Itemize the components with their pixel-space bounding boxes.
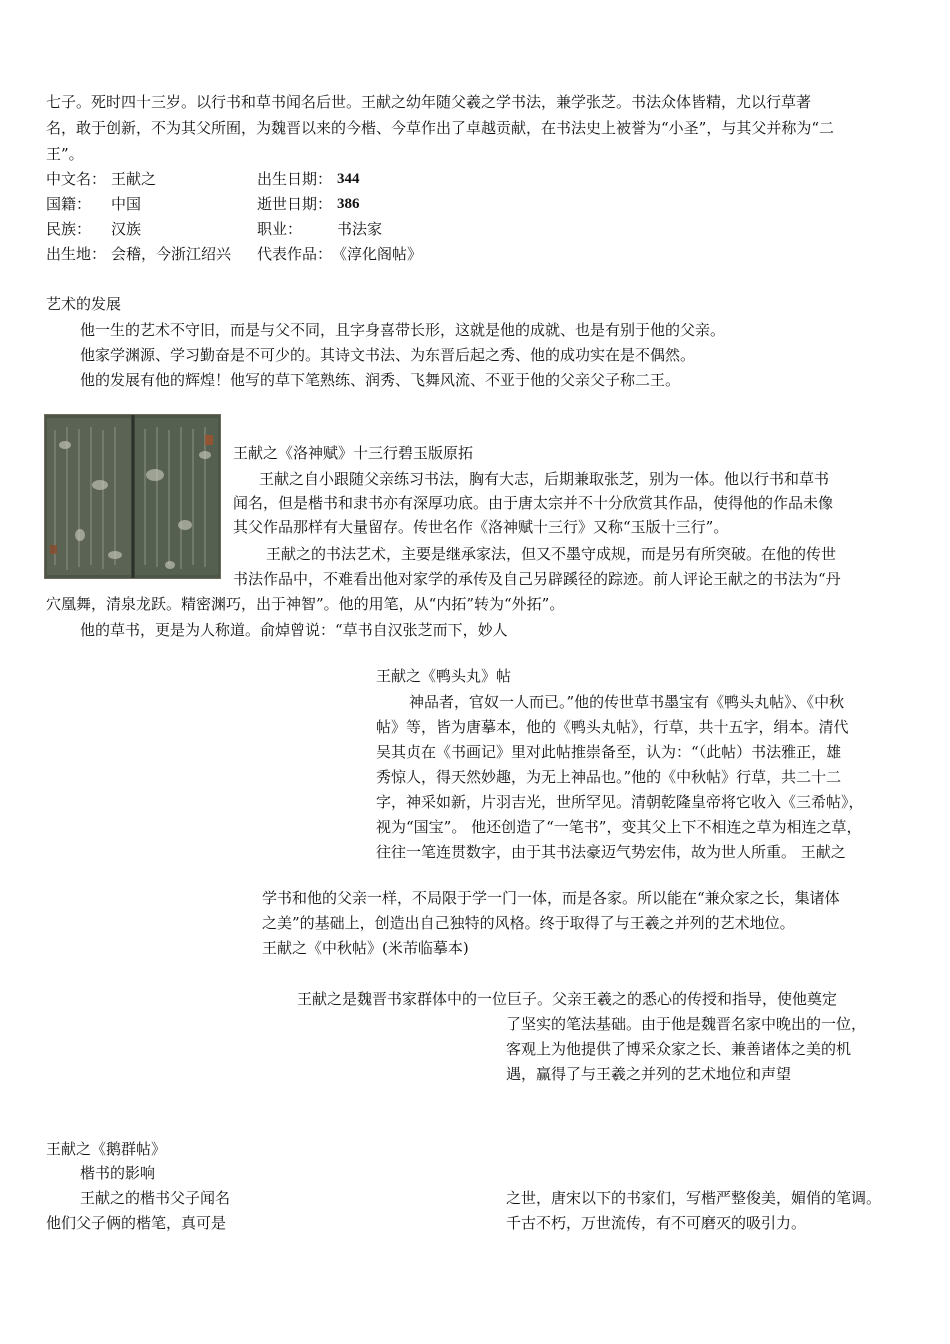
yatou-line: 往往一笔连贯数字，由于其书法豪迈气势宏伟，故为世人所重。 王献之 [376,843,846,861]
birthplace-value: 会稽，今浙江绍兴 [111,245,232,263]
kai-right-line: 之世，唐宋以下的书家们，写楷严整俊美，媚俏的笔调。 [506,1189,882,1207]
section-heading: 艺术的发展 [46,295,122,313]
kai-left-line: 王献之的楷书父子闻名 [80,1189,231,1207]
nationality-value: 中国 [111,195,142,213]
paragraph: 他一生的艺术不守旧，而是与父不同，且字身喜带长形，这就是他的成就、也是有别于他的父亲。 [80,321,726,339]
birth-label: 出生日期： [257,170,333,188]
luoshen-line: 书法作品中，不难看出他对家学的承传及自己另辟蹊径的踪迹。前人评论王献之的书法为“丹 [233,570,841,588]
death-label: 逝世日期： [257,195,333,213]
paragraph: 他家学渊源、学习勤奋是不可少的。其诗文书法、为东晋后起之秀、他的成功实在是不偶然。 [80,346,696,364]
yatou-caption: 王献之《鸭头丸》帖 [376,667,512,685]
paragraph: 他的发展有他的辉煌！他写的草下笔熟练、润秀、飞舞风流、不亚于他的父亲父子称二王。 [80,371,681,389]
luoshen-line: 其父作品那样有大量留存。传世名作《洛神赋十三行》又称“玉版十三行”。 [233,518,729,536]
giant-line: 了坚实的笔法基础。由于他是魏晋名家中晚出的一位， [506,1015,867,1033]
yatou-line: 秀惊人，得天然妙趣，为无上神品也。”他的《中秋帖》行草，共二十二 [376,768,842,786]
luoshen-line: 王献之的书法艺术，主要是继承家法，但又不墨守成规，而是另有所突破。在他的传世 [266,545,837,563]
kai-right-line: 千古不朽，万世流传，有不可磨灭的吸引力。 [506,1214,807,1232]
zhongqiu-line: 之美”的基础上，创造出自己独特的风格。终于取得了与王羲之并列的艺术地位。 [262,914,795,932]
ethnicity-value: 汉族 [111,220,142,238]
giant-line: 遇，赢得了与王羲之并列的艺术地位和声望 [506,1065,792,1083]
birth-value: 344 [337,171,360,187]
birthplace-label: 出生地： [46,245,107,263]
luoshen-line: 穴凰舞，清泉龙跃。精密渊巧，出于神智”。他的用笔，从“内拓”转为“外拓”。 [46,595,565,613]
nationality-label: 国籍： [46,195,92,213]
giant-line: 王献之是魏晋书家群体中的一位巨子。父亲王羲之的悉心的传授和指导，使他奠定 [297,990,838,1008]
luoshen-line: 王献之自小跟随父亲练习书法，胸有大志，后期兼取张芝，别为一体。他以行书和草书 [259,470,830,488]
intro-line: 王”。 [46,145,84,163]
chinese-name-value: 王献之 [111,170,157,188]
works-label: 代表作品： [257,245,333,263]
ethnicity-label: 民族： [46,220,92,238]
works-value: 《淳化阁帖》 [332,245,423,263]
luoshen-line: 闻名，但是楷书和隶书亦有深厚功底。由于唐太宗并不十分欣赏其作品，使得他的作品未像 [233,494,834,512]
occupation-label: 职业： [257,220,303,238]
luoshen-line: 他的草书，更是为人称道。俞焯曾说：“草书自汉张芝而下，妙人 [80,621,508,639]
yatou-line: 吴其贞在《书画记》里对此帖推崇备至，认为：“（此帖）书法雅正，雄 [376,743,842,761]
yatou-line: 帖》等，皆为唐摹本，他的《鸭头丸帖》，行草，共十五字，绢本。清代 [376,718,849,736]
zhongqiu-line: 学书和他的父亲一样，不局限于学一门一体，而是各家。所以能在“兼众家之长，集诸体 [262,889,840,907]
death-value: 386 [337,196,360,212]
occupation-value: 书法家 [337,220,383,238]
yatou-line: 神品者，官奴一人而已。”他的传世草书墨宝有《鸭头丸帖》、《中秋 [409,693,845,711]
kai-subheading: 楷书的影响 [80,1164,156,1182]
yatou-line: 字，神采如新，片羽吉光，世所罕见。清朝乾隆皇帝将它收入《三希帖》， [376,793,864,811]
zhongqiu-caption: 王献之《中秋帖》(米芾临摹本) [262,939,469,957]
giant-line: 客观上为他提供了博采众家之长、兼善诸体之美的机 [506,1040,852,1058]
intro-line: 名，敢于创新，不为其父所囿，为魏晋以来的今楷、今草作出了卓越贡献，在书法史上被誉为“小圣”，与其父并称为“二 [46,119,835,137]
kai-left-line: 他们父子俩的楷笔，真可是 [46,1214,227,1232]
chinese-name-label: 中文名： [46,170,107,188]
equn-caption: 王献之《鹅群帖》 [46,1140,167,1158]
intro-line: 七子。死时四十三岁。以行书和草书闻名后世。王献之幼年随父羲之学书法，兼学张芝。书法众体皆精，尤以行草著 [46,93,812,111]
yatou-line: 视为“国宝”。 他还创造了“一笔书”，变其父上下不相连之草为相连之草， [376,818,862,836]
luoshen-caption: 王献之《洛神赋》十三行碧玉版原拓 [233,444,474,462]
luoshen-rubbing-image [44,414,221,579]
